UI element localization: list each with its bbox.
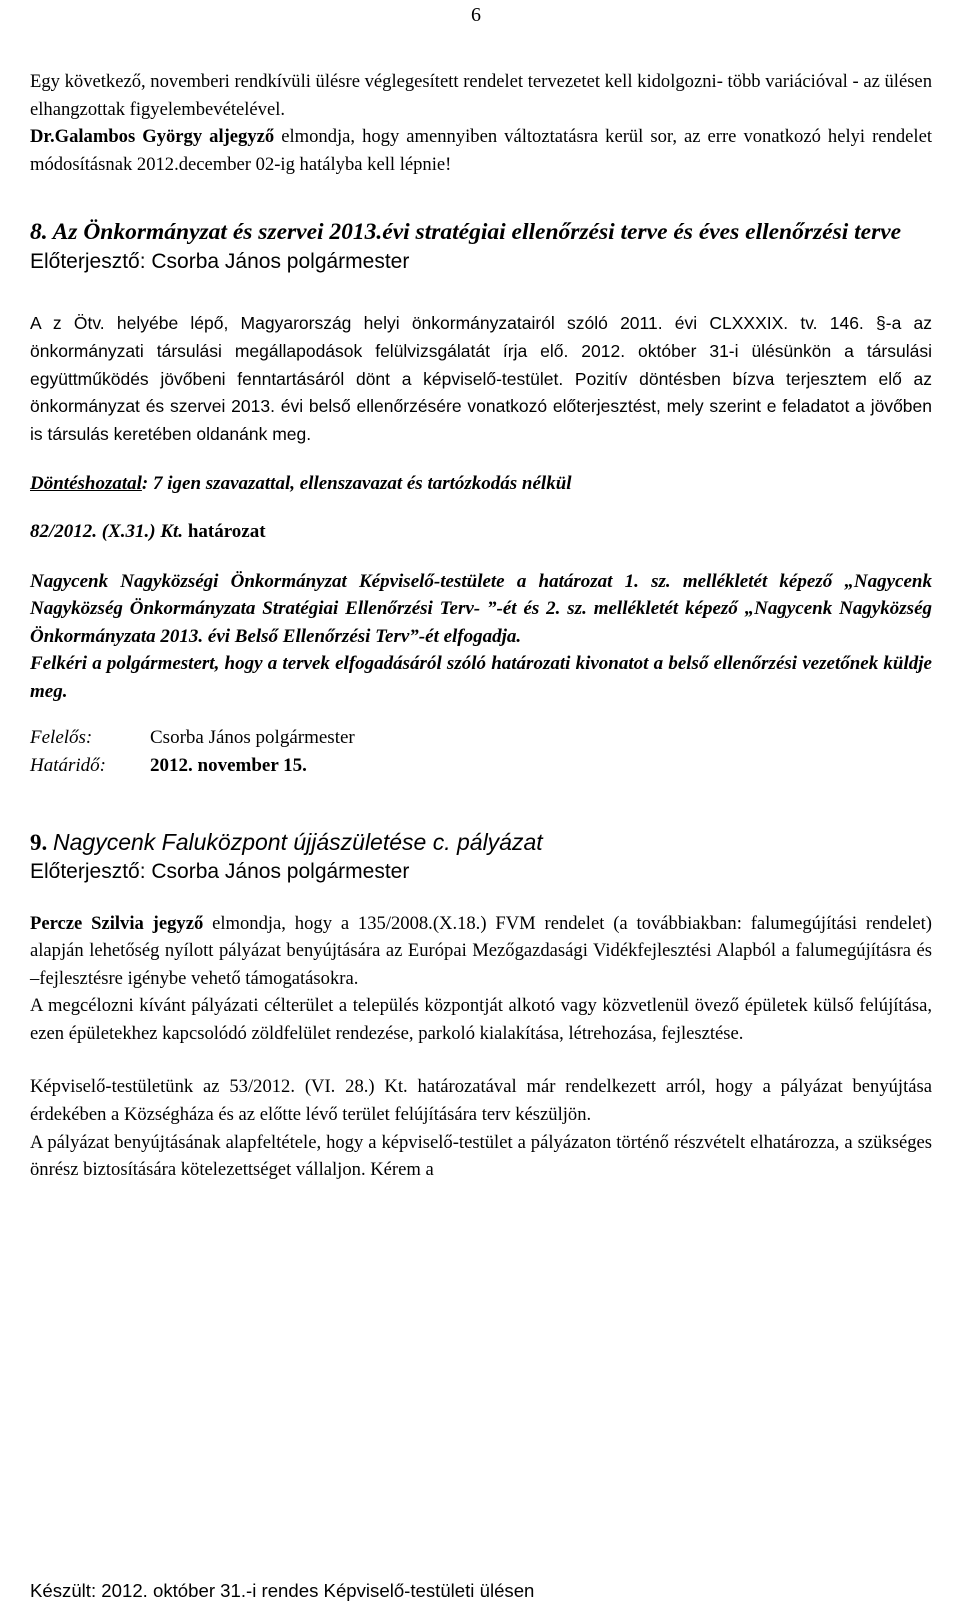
deadline-value: 2012. november 15. (150, 754, 307, 776)
section-9-speaker: Percze Szilvia jegyző (30, 912, 204, 934)
section-9-para-1-text: elmondja, hogy a 135/2008.(X.18.) FVM rendelet (a továbbiakban: falumegújítási rendelet) alapján lehetőség nyílott pályázat benyújtására az Európai Mezőgazdasági Vidékfejlesztési Alapból a falumegújításra és –fejlesztésre igénybe vehető támogatásokra. (30, 912, 932, 989)
resolution-id: 82/2012. (X.31.) Kt. (30, 520, 184, 542)
speaker-name: Dr.Galambos György aljegyző (30, 126, 275, 148)
intro-paragraph: Egy következő, novemberi rendkívüli ülésre véglegesített rendelet tervezetet kell kidolgozni- több variációval - az ülésen elhangzottak figyelembevételével. (30, 71, 932, 120)
vote-line (30, 470, 932, 498)
section-9-number: 9. (30, 829, 53, 855)
section-9-para-4: A pályázat benyújtásának alapfeltétele, hogy a képviselő-testület a pályázaton történő részvételt elhatározza, a szükséges önrész biztosítására kötelezettséget vállaljon. Kérem a (30, 1131, 932, 1181)
section-9-presenter: Előterjesztő: Csorba János polgármester (30, 859, 410, 883)
page-footer: Készült: 2012. október 31.-i rendes Képviselő-testületi ülésen (30, 1580, 535, 1601)
vote-label: Döntéshozatal (30, 473, 142, 495)
speaker-text: elmondja, hogy amennyiben változtatásra kerül sor, az erre vonatkozó helyi rendelet módosításnak 2012.december 02-ig hatályba kell lépnie! (30, 126, 932, 175)
deadline-label: Határidő: (30, 754, 106, 776)
deadline-row (30, 752, 932, 780)
section-9-para-2: A megcélozni kívánt pályázati célterület a település központját alkotó vagy közvetlenül övező épületek külső felújítása, ezen épületekhez kapcsolódó zöldfelület rendezése, parkoló kialakítása, létrehozása, fejlesztése. (30, 995, 932, 1044)
responsible-label: Felelős: (30, 726, 93, 748)
resolution-word: határozat (183, 520, 266, 542)
section-8-title: 8. Az Önkormányzat és szervei 2013.évi stratégiai ellenőrzési terve és éves ellenőrzési terve (30, 219, 902, 246)
responsible-value: Csorba János polgármester (150, 726, 355, 748)
section-9-para-3: Képviselő-testületünk az 53/2012. (VI. 28.) Kt. határozatával már rendelkezett arról, hogy a pályázat benyújtása érdekében a Községháza és az előtte lévő terület felújítására terv készüljön. (30, 1076, 932, 1126)
vote-text: : 7 igen szavazattal, ellenszavazat és tartózkodás nélkül (141, 473, 572, 495)
resolution-number (30, 518, 932, 546)
resolution-request: Felkéri a polgármestert, hogy a tervek elfogadásáról szóló határozati kivonatot a belső ellenőrzési vezetőnek küldje meg. (30, 653, 932, 702)
section-8-body: A z Ötv. helyébe lépő, Magyarország helyi önkormányzatairól szóló 2011. évi CLXXXIX. tv. 146. §-a az önkormányzati társulási megállapodások felülvizsgálatát írja elő. 2012. október 31-i ülésünkön a társulási együttműködés jövőbeni fenntartásáról dönt a képviselő-testület. Pozitív döntésben bízva terjesztem elő az önkormányzat és szervei 2013. évi belső ellenőrzésére vonatkozó előterjesztést, mely szerint e feladatot a jövőben is társulás keretében oldanánk meg. (30, 313, 932, 444)
page-number: 6 (471, 4, 481, 26)
section-9-title (30, 828, 932, 857)
section-9-title-text: Nagycenk Faluközpont újjászületése c. pályázat (53, 828, 543, 855)
aljegyzo-paragraph (30, 123, 932, 178)
responsible-row (30, 724, 932, 752)
section-8-presenter: Előterjesztő: Csorba János polgármester (30, 250, 410, 274)
section-9-para-1 (30, 910, 932, 993)
page-content (30, 68, 932, 1184)
resolution-text: Nagycenk Nagyközségi Önkormányzat Képviselő-testülete a határozat 1. sz. mellékletét képező „Nagycenk Nagyközség Önkormányzata Stratégiai Ellenőrzési Terv- ”-ét és 2. sz. mellékletét képező „Nagycenk Nagyközség Önkormányzata 2013. évi Belső Ellenőrzési Terv”-ét elfogadja. (30, 570, 932, 647)
